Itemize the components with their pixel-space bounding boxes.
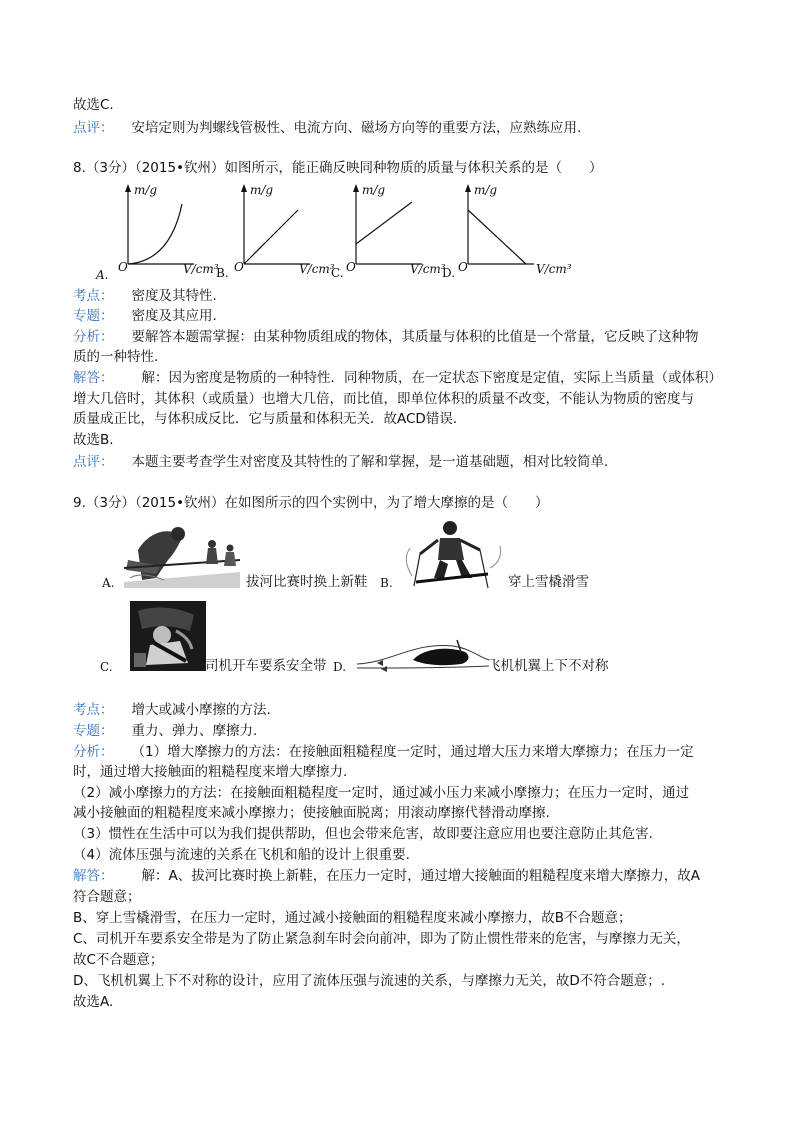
x-axis-label-a: V/cm³ — [183, 262, 219, 276]
q9-fenxi-line5: （3）惯性在生活中可以为我们提供帮助，但也会带来危害，故即要注意应用也要注意防止其危害. — [73, 826, 653, 842]
kaodian-tag: 考点： — [73, 288, 114, 304]
origin-label-c: O — [346, 260, 356, 274]
q8-graph-c — [346, 182, 426, 272]
q8-fenxi-line2: 质的一种特性. — [73, 349, 159, 365]
q9-option-a-text: 拔河比赛时换上新鞋 — [246, 574, 368, 590]
q9-fenxi-line6: （4）流体压强与流速的关系在飞机和船的设计上很重要. — [73, 847, 410, 863]
origin-label-b: O — [234, 260, 244, 274]
x-axis-label-b: V/cm³ — [299, 262, 335, 276]
q9-fenxi-line4: 减小接触面的粗糙程度来减小摩擦力；使接触面脱离；用滚动摩擦代替滑动摩擦. — [73, 805, 550, 821]
q9-fenxi-line3: （2）减小摩擦力的方法：在接触面粗糙程度一定时，通过减小压力来减小摩擦力；在压力一定时，通过 — [73, 785, 690, 801]
jieda-text: 解：因为密度是物质的一种特性．同种物质，在一定状态下密度是定值，实际上当质量（或体积） — [141, 370, 722, 386]
q9-option-c-label: C. — [100, 660, 113, 674]
comment-tag: 点评： — [73, 454, 114, 470]
origin-label-d: O — [458, 260, 468, 274]
zhuanti-tag: 专题： — [73, 723, 114, 739]
option-a-label: A. — [96, 268, 109, 282]
q8-stem: 8.（3分）（2015•钦州）如图所示，能正确反映同种物质的质量与体积关系的是（ ） — [73, 160, 603, 176]
y-axis-label-b: m/g — [250, 183, 274, 197]
origin-label-a: O — [118, 260, 128, 274]
q9-stem: 9.（3分）（2015•钦州）在如图所示的四个实例中，为了增大摩擦的是（ ） — [73, 495, 549, 511]
y-axis-label-a: m/g — [134, 183, 158, 197]
x-axis-label-c: V/cm³ — [410, 262, 446, 276]
q8-jieda-line2: 增大几倍时，其体积（或质量）也增大几倍，而比值，即单位体积的质量不改变，不能认为物质的密度与 — [73, 391, 694, 407]
q9-conclusion: 故选A. — [73, 994, 114, 1010]
q8-graph-b — [234, 182, 314, 272]
q9-jieda-line6: D、飞机机翼上下不对称的设计，应用了流体压强与流速的关系，与摩擦力无关，故D不符合题意；. — [73, 973, 666, 989]
tug-of-war-picture — [120, 520, 244, 588]
zhuanti-text: 重力、弹力、摩擦力. — [131, 723, 258, 739]
kaodian-text: 密度及其特性. — [131, 288, 217, 304]
y-axis-label-c: m/g — [362, 183, 386, 197]
option-b-label: B. — [216, 266, 229, 280]
q9-option-d-label: D. — [333, 660, 347, 674]
fenxi-tag: 分析： — [73, 329, 114, 345]
zhuanti-text: 密度及其应用. — [131, 308, 217, 324]
q9-jieda-line2: 符合题意； — [73, 889, 141, 905]
q8-conclusion: 故选B. — [73, 432, 114, 448]
q9-jieda-line5: 故C不合题意； — [73, 952, 164, 968]
q7-comment-row — [73, 118, 581, 138]
comment-text: 安培定则为判螺线管极性、电流方向、磁场方向等的重要方法，应熟练应用. — [131, 120, 582, 136]
kaodian-text: 增大或减小摩擦的方法. — [131, 702, 271, 718]
q8-comment-row — [73, 452, 608, 472]
wing-airflow-picture — [353, 638, 493, 674]
x-axis-label-d: V/cm³ — [536, 262, 572, 276]
q9-jieda-line3: B、穿上雪橇滑雪，在压力一定时，通过减小接触面的粗糙程度来减小摩擦力，故B不合题意； — [73, 910, 632, 926]
q9-option-c-text: 司机开车要系安全带 — [205, 658, 327, 674]
option-c-label: C. — [331, 266, 344, 280]
seatbelt-picture — [130, 601, 206, 671]
fenxi-text: 要解答本题需掌握：由某种物质组成的物体，其质量与体积的比值是一个常量，它反映了这种物 — [131, 329, 699, 345]
jieda-text: 解：A、拔河比赛时换上新鞋，在压力一定时，通过增大接触面的粗糙程度来增大摩擦力，故A — [141, 868, 700, 884]
q9-option-b-label: B. — [380, 576, 393, 590]
q8-fenxi-row — [73, 327, 699, 347]
q9-fenxi-row — [73, 742, 694, 762]
q9-kaodian-row — [73, 700, 271, 720]
q8-graph-a — [118, 182, 198, 272]
q9-jieda-row — [73, 866, 700, 886]
zhuanti-tag: 专题： — [73, 308, 114, 324]
q8-graph-d — [458, 182, 538, 272]
q8-zhuanti-row — [73, 306, 217, 326]
q9-option-b-text: 穿上雪橇滑雪 — [508, 574, 589, 590]
q8-kaodian-row — [73, 286, 217, 306]
q9-option-a-label: A. — [102, 576, 115, 590]
q7-conclusion: 故选C. — [73, 97, 114, 113]
option-d-label: D. — [442, 266, 456, 280]
comment-tag: 点评： — [73, 120, 114, 136]
y-axis-label-d: m/g — [474, 183, 498, 197]
q9-zhuanti-row — [73, 721, 257, 741]
q8-jieda-line3: 质量成正比，与体积成反比．它与质量和体积无关．故ACD错误． — [73, 411, 467, 427]
skier-picture — [398, 516, 506, 592]
kaodian-tag: 考点： — [73, 702, 114, 718]
jieda-tag: 解答： — [73, 370, 114, 386]
q9-fenxi-line2: 时，通过增大接触面的粗糙程度来增大摩擦力. — [73, 764, 348, 780]
jieda-tag: 解答： — [73, 868, 114, 884]
fenxi-tag: 分析： — [73, 744, 114, 760]
comment-text: 本题主要考查学生对密度及其特性的了解和掌握，是一道基础题，相对比较简单. — [131, 454, 609, 470]
q9-jieda-line4: C、司机开车要系安全带是为了防止紧急刹车时会向前冲，即为了防止惯性带来的危害，与摩擦力无关， — [73, 931, 690, 947]
fenxi-text: （1）增大摩擦力的方法：在接触面粗糙程度一定时，通过增大压力来增大摩擦力；在压力一定 — [131, 744, 694, 760]
q9-option-d-text: 飞机机翼上下不对称 — [487, 658, 609, 674]
q8-jieda-row — [73, 368, 722, 388]
